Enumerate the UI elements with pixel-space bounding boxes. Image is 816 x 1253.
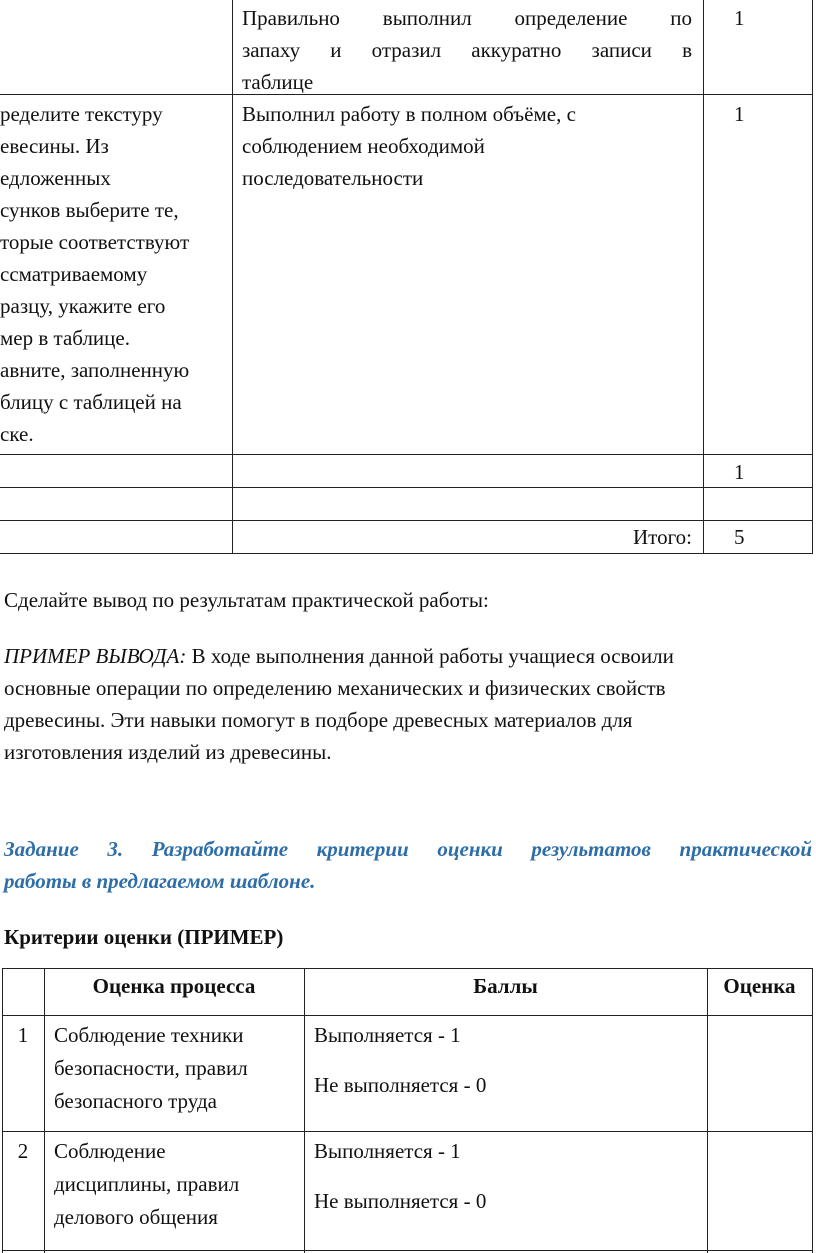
points-no: Не выполняется - 0 (314, 1189, 487, 1213)
row2-score: 1 (734, 102, 745, 126)
row2-task-line: блицу с таблицей на (0, 390, 182, 414)
row2-task-line: разцу, укажите его (0, 294, 166, 318)
process-line: Соблюдение техники (54, 1023, 244, 1047)
row2-criterion-line: последовательности (242, 166, 424, 190)
points-no: Не выполняется - 0 (314, 1073, 487, 1097)
points-yes: Выполняется - 1 (314, 1023, 461, 1047)
process-line: делового общения (54, 1205, 218, 1229)
row2-criterion-line: Выполнил работу в полном объёме, с (242, 102, 576, 126)
process-line: дисциплины, правил (54, 1172, 240, 1196)
row2-task-line: евесины. Из (0, 134, 109, 158)
header-process: Оценка процесса (92, 974, 256, 998)
process-line: Соблюдение (54, 1139, 166, 1163)
row2-task-line: ске. (0, 422, 34, 446)
row2-task-line: ределите текстуру (0, 102, 163, 126)
conclusion-line: основные операции по определению механических и физических свойств (4, 676, 666, 700)
process-line: безопасного труда (54, 1089, 217, 1113)
row2-task-line: ссматриваемому (0, 262, 148, 286)
points-yes: Выполняется - 1 (314, 1139, 461, 1163)
row2-task-line: сунков выберите те, (0, 198, 179, 222)
row1-score: 1 (734, 6, 745, 30)
criteria-heading: Критерии оценки (ПРИМЕР) (4, 925, 284, 949)
row1-criterion-line: запаху и отразил аккуратно записи в (242, 38, 692, 62)
total-label: Итого: (633, 525, 692, 549)
conclusion-prompt: Сделайте вывод по результатам практической работы: (4, 588, 489, 612)
header-grade: Оценка (723, 974, 796, 998)
total-score: 5 (734, 525, 745, 549)
header-points: Баллы (473, 974, 538, 998)
row3-score: 1 (734, 460, 745, 484)
conclusion-example-line (4, 640, 674, 672)
example-text: В ходе выполнения данной работы учащиеся освоили (186, 644, 674, 668)
row-number: 2 (17, 1139, 29, 1163)
row2-task-line: едложенных (0, 166, 111, 190)
row1-criterion-line: таблице (242, 70, 314, 94)
row2-task-line: мер в таблице. (0, 326, 130, 350)
row-number: 1 (17, 1023, 29, 1047)
task3-heading-line2: работы в предлагаемом шаблоне. (4, 869, 316, 893)
example-label: ПРИМЕР ВЫВОДА: (4, 644, 187, 668)
conclusion-line: изготовления изделий из древесины. (4, 740, 332, 764)
row2-task-line: авните, заполненную (0, 358, 190, 382)
row1-criterion-line: Правильно выполнил определение по (242, 6, 692, 30)
conclusion-line: древесины. Эти навыки помогут в подборе древесных материалов для (4, 708, 633, 732)
task3-heading-line1: Задание 3. Разработайте критерии оценки результатов практической (4, 837, 812, 861)
process-line: безопасности, правил (54, 1056, 248, 1080)
row2-criterion-line: соблюдением необходимой (242, 134, 485, 158)
row2-task-line: торые соответствуют (0, 230, 190, 254)
